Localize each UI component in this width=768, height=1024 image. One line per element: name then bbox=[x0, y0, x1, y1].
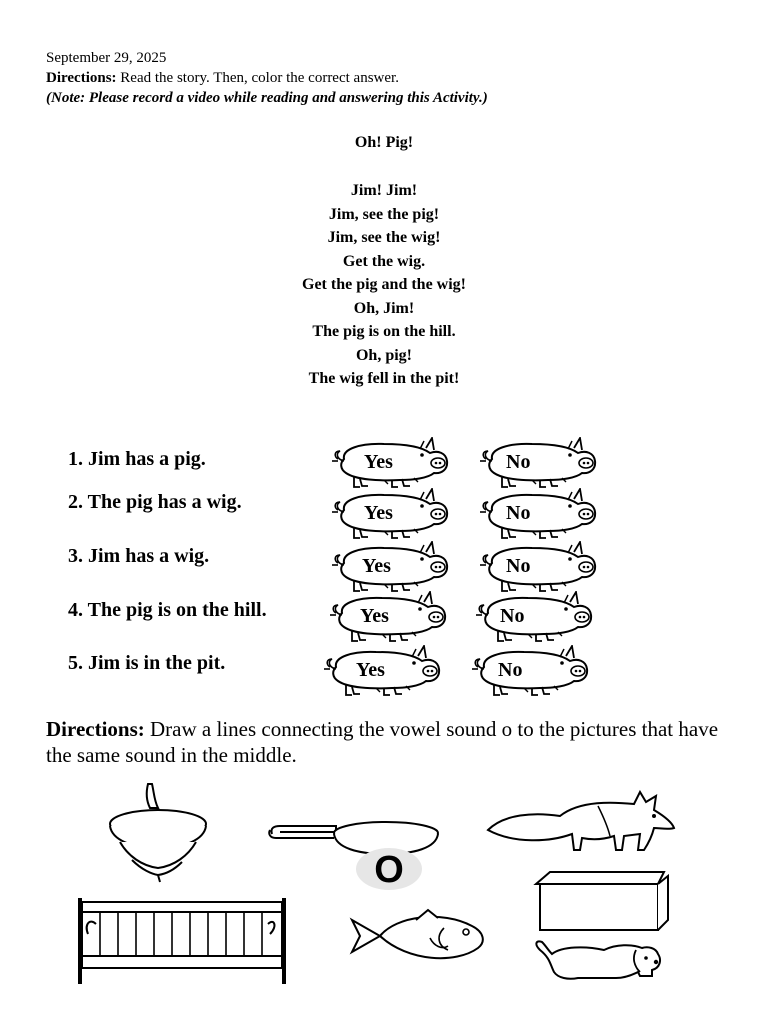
header bbox=[46, 48, 488, 108]
directions-label: Directions: bbox=[46, 70, 117, 86]
no-pig-button-2[interactable] bbox=[478, 488, 598, 538]
story-line: The pig is on the hill. bbox=[312, 323, 456, 340]
question-4: 4. The pig is on the hill. bbox=[68, 599, 267, 621]
story bbox=[0, 132, 768, 391]
no-label: No bbox=[506, 502, 531, 524]
fish-icon[interactable] bbox=[346, 906, 490, 968]
no-pig-button-1[interactable] bbox=[478, 437, 598, 487]
dog-icon[interactable] bbox=[532, 936, 666, 984]
fox-icon[interactable] bbox=[484, 784, 680, 856]
no-label: No bbox=[500, 605, 525, 627]
pig-icon bbox=[470, 645, 590, 697]
yes-pig-button-3[interactable] bbox=[330, 541, 450, 591]
question-1: 1. Jim has a pig. bbox=[68, 448, 206, 470]
pig-icon bbox=[478, 488, 598, 540]
story-line: Jim, see the wig! bbox=[327, 229, 441, 246]
directions-text: Read the story. Then, color the correct answer. bbox=[116, 70, 399, 86]
pig-icon bbox=[478, 437, 598, 489]
story-title: Oh! Pig! bbox=[354, 134, 414, 151]
date: September 29, 2025 bbox=[46, 50, 167, 66]
no-pig-button-5[interactable] bbox=[470, 645, 590, 695]
question-2: 2. The pig has a wig. bbox=[68, 491, 242, 513]
question-3: 3. Jim has a wig. bbox=[68, 545, 210, 567]
yes-label: Yes bbox=[362, 555, 391, 577]
story-line: Jim! Jim! bbox=[350, 182, 418, 199]
vowel-o-letter: O bbox=[374, 849, 404, 891]
no-pig-button-4[interactable] bbox=[474, 591, 594, 641]
directions-2-label: Directions: bbox=[46, 717, 145, 741]
story-line: Oh, pig! bbox=[355, 346, 412, 364]
cot-icon[interactable] bbox=[74, 894, 290, 988]
yes-label: Yes bbox=[364, 502, 393, 524]
top-icon[interactable] bbox=[102, 778, 212, 884]
no-label: No bbox=[506, 555, 531, 577]
no-pig-button-3[interactable] bbox=[478, 541, 598, 591]
box-icon[interactable] bbox=[530, 868, 672, 934]
pig-icon bbox=[478, 541, 598, 593]
pig-icon bbox=[474, 591, 594, 643]
directions-2 bbox=[46, 716, 736, 768]
no-label: No bbox=[498, 659, 523, 681]
yes-label: Yes bbox=[360, 605, 389, 627]
yes-pig-button-4[interactable] bbox=[328, 591, 448, 641]
question-5: 5. Jim is in the pit. bbox=[68, 652, 226, 674]
note: (Note: Please record a video while reading and answering this Activity.) bbox=[46, 90, 488, 106]
yes-pig-button-5[interactable] bbox=[322, 645, 442, 695]
yes-pig-button-2[interactable] bbox=[330, 488, 450, 538]
yes-label: Yes bbox=[356, 659, 385, 681]
story-line: Oh, Jim! bbox=[353, 299, 415, 317]
yes-pig-button-1[interactable] bbox=[330, 437, 450, 487]
no-label: No bbox=[506, 451, 531, 473]
story-line: Get the pig and the wig! bbox=[302, 276, 466, 293]
story-line: The wig fell in the pit! bbox=[308, 370, 460, 387]
directions-2-text: Draw a lines connecting the vowel sound o to the pictures that have the same sound in the middle. bbox=[46, 717, 719, 767]
story-line: Get the wig. bbox=[342, 252, 426, 270]
yes-label: Yes bbox=[364, 451, 393, 473]
directions-line bbox=[46, 68, 488, 88]
story-line: Jim, see the pig! bbox=[328, 205, 440, 223]
